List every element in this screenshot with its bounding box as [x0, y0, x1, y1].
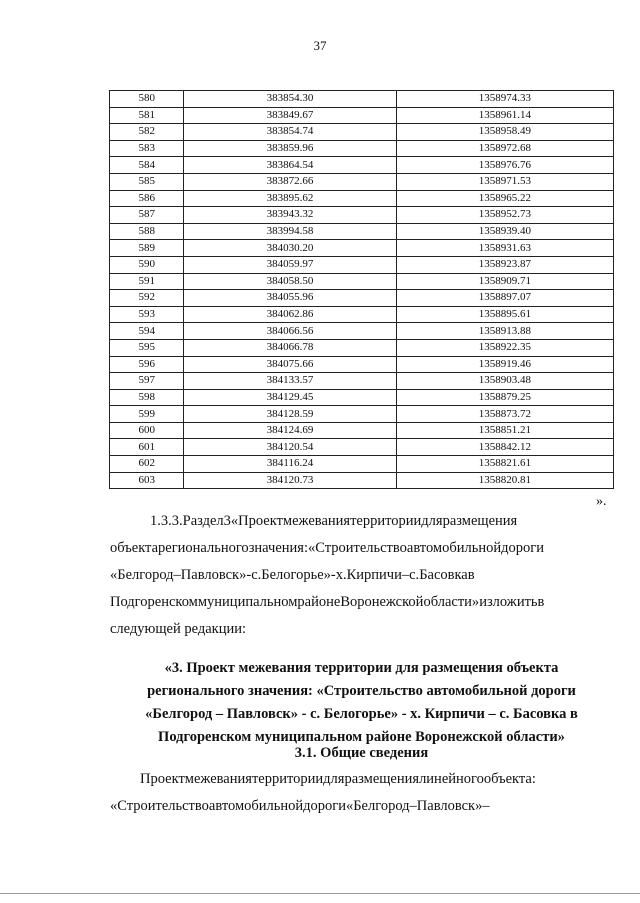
- y-coordinate-cell: 1358909.71: [396, 273, 613, 290]
- x-coordinate-cell: 384030.20: [184, 240, 396, 257]
- paragraph-line: 1.3.3.Раздел3«Проектмежеваниятерриториидляразмещения: [150, 513, 518, 529]
- table-row: [110, 472, 614, 489]
- x-coordinate-cell: 383864.54: [184, 157, 396, 174]
- y-coordinate-cell: 1358895.61: [396, 306, 613, 323]
- table-row: [110, 157, 614, 174]
- point-number-cell: 588: [110, 223, 184, 240]
- point-number-cell: 582: [110, 124, 184, 141]
- table-row: [110, 290, 614, 307]
- section-heading: [110, 657, 613, 749]
- table-row: [110, 373, 614, 390]
- table-row: [110, 140, 614, 157]
- x-coordinate-cell: 384059.97: [184, 256, 396, 273]
- table-row: [110, 323, 614, 340]
- page-number: 37: [313, 38, 327, 53]
- x-coordinate-cell: 384058.50: [184, 273, 396, 290]
- y-coordinate-cell: 1358913.88: [396, 323, 613, 340]
- point-number-cell: 594: [110, 323, 184, 340]
- table-row: [110, 422, 614, 439]
- y-coordinate-cell: 1358972.68: [396, 140, 613, 157]
- x-coordinate-cell: 383854.30: [184, 91, 396, 108]
- point-number-cell: 592: [110, 290, 184, 307]
- point-number-cell: 601: [110, 439, 184, 456]
- table-row: [110, 439, 614, 456]
- y-coordinate-cell: 1358952.73: [396, 207, 613, 224]
- general-info-paragraph: [110, 766, 613, 820]
- x-coordinate-cell: 384066.78: [184, 339, 396, 356]
- table-row: [110, 339, 614, 356]
- section-heading-line: «3. Проект межевания территории для размещения объекта: [164, 660, 559, 676]
- point-number-cell: 596: [110, 356, 184, 373]
- paragraph-line: «Белгород–Павловск»-с.Белогорье»-х.Кирпичи–с.Басовкав: [110, 567, 475, 583]
- table-row: [110, 207, 614, 224]
- paragraph-line: Проектмежеваниятерриториидляразмещениялинейногообъекта:: [140, 771, 536, 787]
- coordinates-table: [109, 90, 614, 489]
- table-row: [110, 306, 614, 323]
- x-coordinate-cell: 384124.69: [184, 422, 396, 439]
- table-row: [110, 389, 614, 406]
- x-coordinate-cell: 383854.74: [184, 124, 396, 141]
- x-coordinate-cell: 384128.59: [184, 406, 396, 423]
- y-coordinate-cell: 1358842.12: [396, 439, 613, 456]
- section-heading-line: Подгоренском муниципальном районе Воронежской области»: [158, 729, 565, 745]
- y-coordinate-cell: 1358976.76: [396, 157, 613, 174]
- table-row: [110, 406, 614, 423]
- y-coordinate-cell: 1358923.87: [396, 256, 613, 273]
- y-coordinate-cell: 1358821.61: [396, 456, 613, 473]
- table-row: [110, 190, 614, 207]
- x-coordinate-cell: 384129.45: [184, 389, 396, 406]
- y-coordinate-cell: 1358974.33: [396, 91, 613, 108]
- point-number-cell: 593: [110, 306, 184, 323]
- x-coordinate-cell: 384116.24: [184, 456, 396, 473]
- table-row: [110, 256, 614, 273]
- x-coordinate-cell: 384075.66: [184, 356, 396, 373]
- coordinates-table-body: [110, 91, 614, 489]
- point-number-cell: 600: [110, 422, 184, 439]
- y-coordinate-cell: 1358897.07: [396, 290, 613, 307]
- point-number-cell: 597: [110, 373, 184, 390]
- x-coordinate-cell: 384066.56: [184, 323, 396, 340]
- x-coordinate-cell: 383859.96: [184, 140, 396, 157]
- point-number-cell: 589: [110, 240, 184, 257]
- y-coordinate-cell: 1358965.22: [396, 190, 613, 207]
- section-heading-line: «Белгород – Павловск» - с. Белогорье» - х. Кирпичи – с. Басовка в: [145, 706, 578, 722]
- point-number-cell: 598: [110, 389, 184, 406]
- table-row: [110, 107, 614, 124]
- paragraph-line: «Строительствоавтомобильнойдороги«Белгород–Павловск»–: [110, 798, 490, 814]
- x-coordinate-cell: 384062.86: [184, 306, 396, 323]
- y-coordinate-cell: 1358971.53: [396, 173, 613, 190]
- point-number-cell: 602: [110, 456, 184, 473]
- table-row: [110, 273, 614, 290]
- x-coordinate-cell: 384055.96: [184, 290, 396, 307]
- point-number-cell: 599: [110, 406, 184, 423]
- subsection-heading: 3.1. Общие сведения: [294, 745, 429, 761]
- paragraph-line: ПодгоренскоммуниципальномрайонеВоронежскойобласти»изложитьв: [110, 594, 545, 610]
- x-coordinate-cell: 383994.58: [184, 223, 396, 240]
- y-coordinate-cell: 1358922.35: [396, 339, 613, 356]
- y-coordinate-cell: 1358851.21: [396, 422, 613, 439]
- table-row: [110, 91, 614, 108]
- point-number-cell: 580: [110, 91, 184, 108]
- table-row: [110, 356, 614, 373]
- table-row: [110, 240, 614, 257]
- y-coordinate-cell: 1358879.25: [396, 389, 613, 406]
- point-number-cell: 591: [110, 273, 184, 290]
- table-row: [110, 223, 614, 240]
- section-heading-line: регионального значения: «Строительство автомобильной дороги: [147, 683, 576, 699]
- y-coordinate-cell: 1358958.49: [396, 124, 613, 141]
- y-coordinate-cell: 1358939.40: [396, 223, 613, 240]
- y-coordinate-cell: 1358820.81: [396, 472, 613, 489]
- x-coordinate-cell: 384120.73: [184, 472, 396, 489]
- table-row: [110, 124, 614, 141]
- point-number-cell: 585: [110, 173, 184, 190]
- table-row: [110, 456, 614, 473]
- y-coordinate-cell: 1358931.63: [396, 240, 613, 257]
- x-coordinate-cell: 383872.66: [184, 173, 396, 190]
- y-coordinate-cell: 1358903.48: [396, 373, 613, 390]
- x-coordinate-cell: 384133.57: [184, 373, 396, 390]
- table-closing-quote: ».: [596, 494, 607, 509]
- paragraph-line: объектарегиональногозначения:«Строительствоавтомобильнойдороги: [110, 540, 544, 556]
- paragraph-line: следующей редакции:: [110, 621, 247, 637]
- y-coordinate-cell: 1358873.72: [396, 406, 613, 423]
- point-number-cell: 584: [110, 157, 184, 174]
- table-row: [110, 173, 614, 190]
- point-number-cell: 583: [110, 140, 184, 157]
- x-coordinate-cell: 384120.54: [184, 439, 396, 456]
- x-coordinate-cell: 383895.62: [184, 190, 396, 207]
- x-coordinate-cell: 383943.32: [184, 207, 396, 224]
- point-number-cell: 590: [110, 256, 184, 273]
- point-number-cell: 603: [110, 472, 184, 489]
- point-number-cell: 595: [110, 339, 184, 356]
- point-number-cell: 586: [110, 190, 184, 207]
- amendment-paragraph: [110, 508, 613, 643]
- x-coordinate-cell: 383849.67: [184, 107, 396, 124]
- y-coordinate-cell: 1358919.46: [396, 356, 613, 373]
- page-bottom-rule: [0, 893, 640, 894]
- point-number-cell: 587: [110, 207, 184, 224]
- point-number-cell: 581: [110, 107, 184, 124]
- y-coordinate-cell: 1358961.14: [396, 107, 613, 124]
